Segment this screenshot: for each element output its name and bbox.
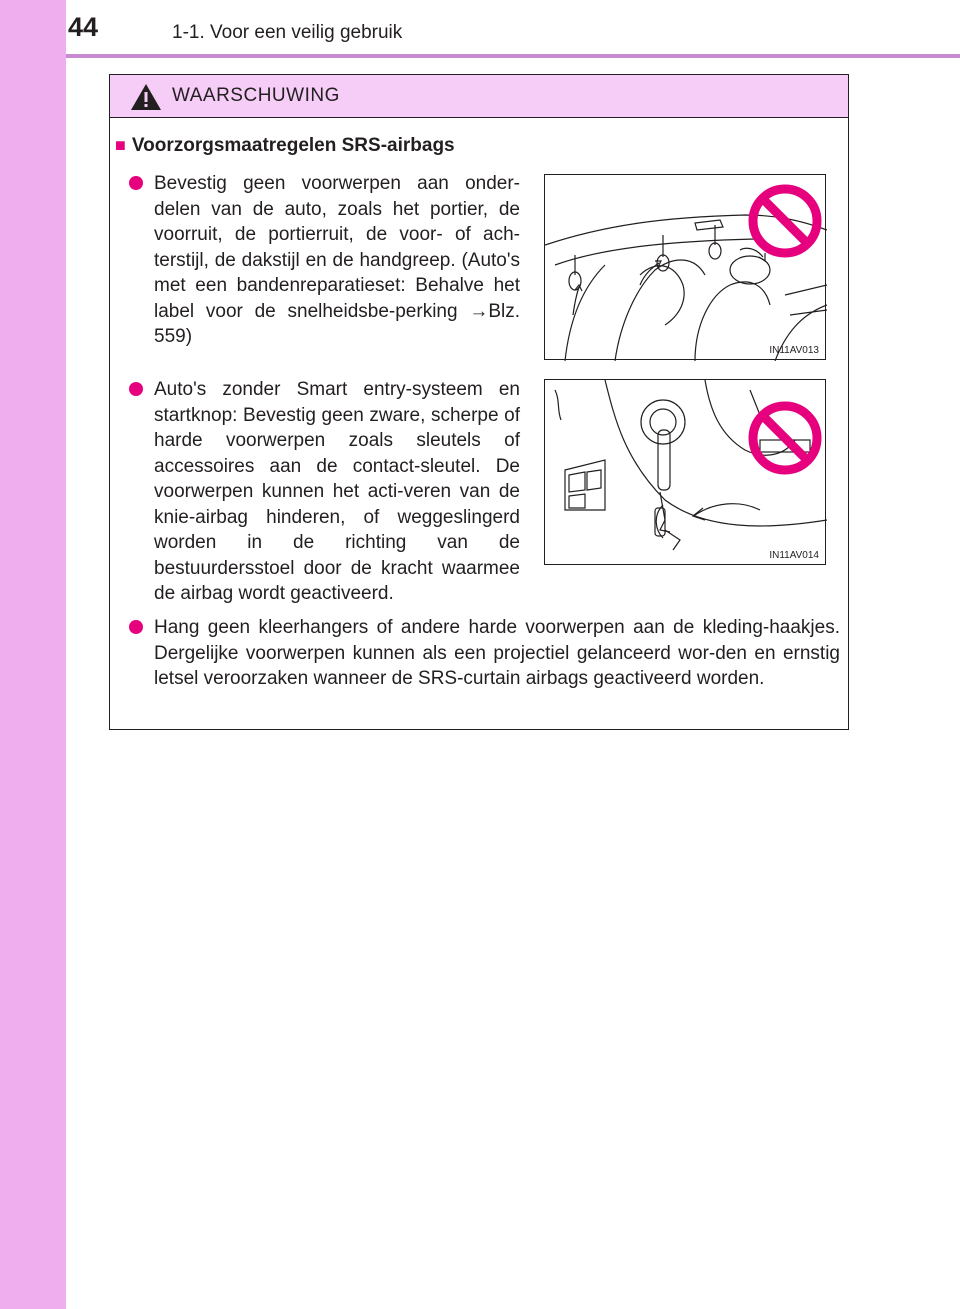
prohibited-icon	[753, 189, 817, 253]
ignition-drawing	[545, 380, 827, 566]
warning-box	[109, 74, 849, 730]
bullet-marker	[129, 176, 143, 190]
warning-header	[110, 75, 848, 118]
header-rule	[66, 54, 960, 58]
chapter-side-strip	[0, 0, 66, 1309]
prohibited-icon	[753, 406, 817, 470]
subheading-text: Voorzorgsmaatregelen SRS-airbags	[131, 135, 455, 156]
subheading-marker: ■	[115, 135, 126, 155]
bullet-text-1: Bevestig geen voorwerpen aan onder-delen van de auto, zoals het portier, de voorruit, de portierruit, de voor- of ach-terstijl, de dakstijl en de handgreep. (Auto's met een bandenreparatieset: Behalve het label voor de snelheidsbe-perking →Blz. 559)	[154, 173, 520, 347]
page-number: 44	[68, 12, 99, 42]
subheading	[115, 135, 455, 157]
bullet-marker	[129, 620, 143, 634]
bullet-text-2: Auto's zonder Smart entry-systeem en startknop: Bevestig geen zware, scherpe of harde voorwerpen zoals sleutels of accessoires aan de contact-sleutel. De voorwerpen kunnen het acti-veren van de knie-airbag hinderen, of weggeslingerd worden in de richting van de bestuurdersstoel door de kracht waarmee de airbag wordt geactiveerd.	[154, 379, 520, 604]
bullet-text-3: Hang geen kleerhangers of andere harde voorwerpen aan de kleding-haakjes. Dergelijke voorwerpen kunnen als een projectiel gelanceerd wor-den en ernstig letsel veroorzaken wanneer de SRS-curtain airbags geactiveerd worden.	[154, 617, 840, 689]
section-title: 1-1. Voor een veilig gebruik	[172, 22, 403, 43]
warning-title: WAARSCHUWING	[172, 85, 340, 106]
warning-triangle-icon	[130, 83, 162, 111]
illustration-code: IN11AV013	[769, 345, 819, 356]
illustration-interior	[544, 174, 826, 360]
bullet-marker	[129, 382, 143, 396]
interior-drawing	[545, 175, 827, 361]
illustration-code: IN11AV014	[769, 550, 819, 561]
illustration-ignition	[544, 379, 826, 565]
